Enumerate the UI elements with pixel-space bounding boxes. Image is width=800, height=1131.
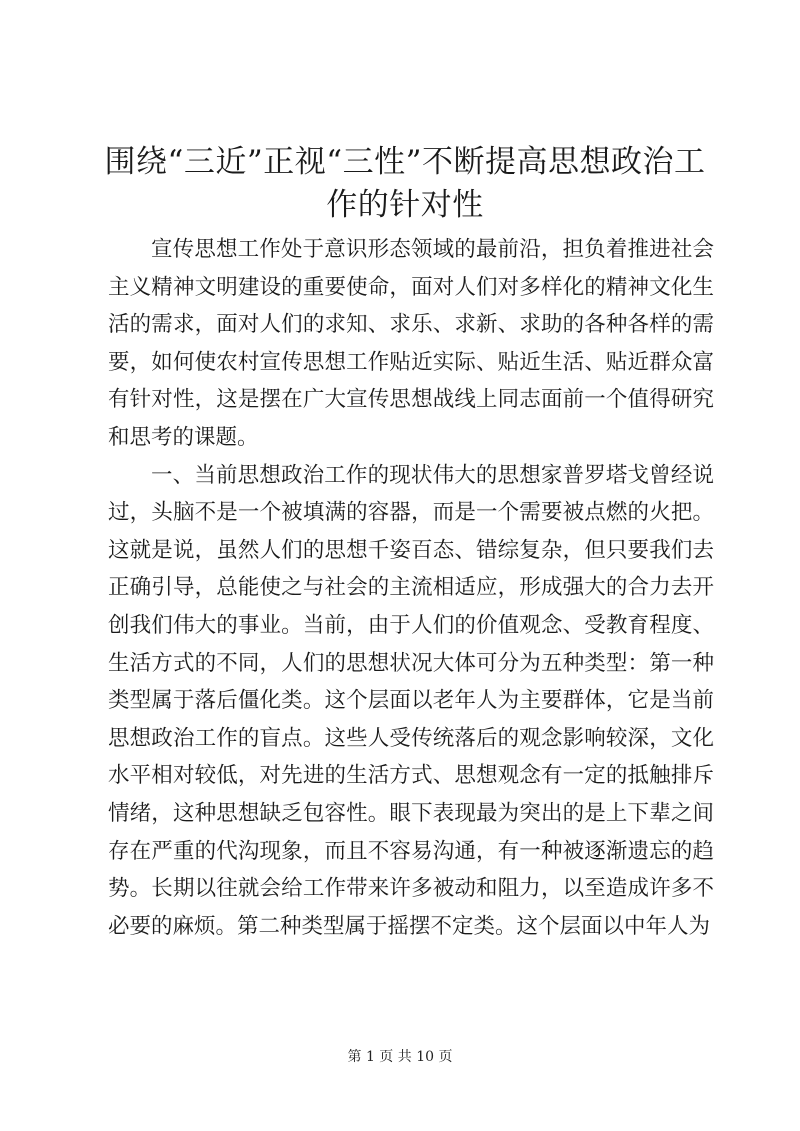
document-title: 围绕“三近”正视“三性”不断提高思想政治工作的针对性 bbox=[104, 144, 706, 223]
paragraph-section-one: 一、当前思想政治工作的现状伟大的思想家普罗塔戈曾经说过，头脑不是一个被填满的容器，而是一个需要被点燃的火把。这就是说，虽然人们的思想千姿百态、错综复杂，但只要我们去正确引导，总能使之与社会的主流相适应，形成强大的合力去开创我们伟大的事业。当前，由于人们的价值观念、受教育程度、生活方式的不同，人们的思想状况大体可分为五种类型：第一种类型属于落后僵化类。这个层面以老年人为主要群体，它是当前思想政治工作的盲点。这些人受传统落后的观念影响较深，文化水平相对较低，对先进的生活方式、思想观念有一定的抵触排斥情绪，这种思想缺乏包容性。眼下表现最为突出的是上下辈之间存在严重的代沟现象，而且不容易沟通，有一种被逐渐遗忘的趋势。长期以往就会给工作带来许多被动和阻力，以至造成许多不必要的麻烦。第二种类型属于摇摆不定类。这个层面以中年人为 bbox=[108, 462, 714, 939]
paragraph-intro: 宣传思想工作处于意识形态领域的最前沿，担负着推进社会主义精神文明建设的重要使命，面对人们对多样化的精神文化生活的需求，面对人们的求知、求乐、求新、求助的各种各样的需要，如何使农村宣传思想工作贴近实际、贴近生活、贴近群众富有针对性，这是摆在广大宣传思想战线上同志面前一个值得研究和思考的课题。 bbox=[108, 237, 714, 450]
document-body bbox=[108, 231, 714, 945]
page-footer: 第 1 页 共 10 页 bbox=[347, 1049, 453, 1065]
